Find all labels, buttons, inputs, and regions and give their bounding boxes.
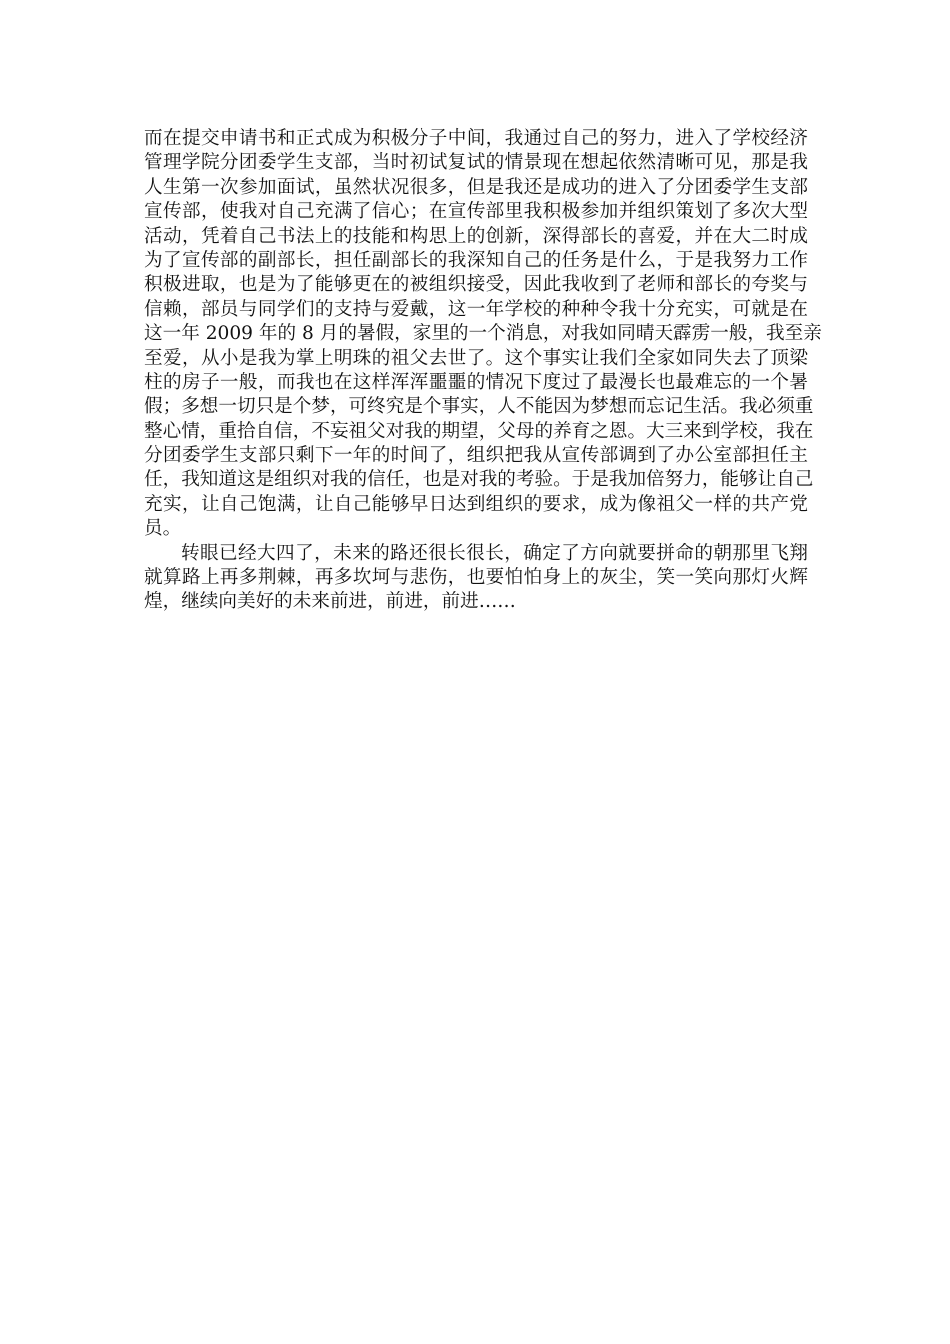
paragraph-line: 至爱，从小是我为掌上明珠的祖父去世了。这个事实让我们全家如同失去了顶梁 [144,347,808,369]
paragraph-line: 为了宣传部的副部长，担任副部长的我深知自己的任务是什么，于是我努力工作 [144,249,808,271]
paragraph-line: 煌，继续向美好的未来前进，前进，前进…… [144,591,516,613]
paragraph-line: 就算路上再多荆棘，再多坎坷与悲伤，也要怕怕身上的灰尘，笑一笑向那灯火辉 [144,567,808,589]
paragraph-line: 而在提交申请书和正式成为积极分子中间，我通过自己的努力，进入了学校经济 [144,128,808,149]
paragraph-line: 管理学院分团委学生支部，当时初试复试的情景现在想起依然清晰可见，那是我 [144,152,808,174]
paragraph-2 [144,542,808,615]
paragraph-line: 这一年 2009 年的 8 月的暑假，家里的一个消息，对我如同晴天霹雳一般，我至亲 [144,323,822,345]
paragraph-line: 柱的房子一般，而我也在这样浑浑噩噩的情况下度过了最漫长也最难忘的一个暑 [144,371,808,393]
paragraph-line: 人生第一次参加面试，虽然状况很多，但是我还是成功的进入了分团委学生支部 [144,176,808,198]
paragraph-line: 宣传部，使我对自己充满了信心；在宣传部里我积极参加并组织策划了多次大型 [144,201,808,223]
document-body [144,127,822,615]
paragraph-1 [144,127,822,542]
paragraph-line: 假；多想一切只是个梦，可终究是个事实，人不能因为梦想而忘记生活。我必须重 [144,396,814,418]
paragraph-line: 充实，让自己饱满，让自己能够早日达到组织的要求，成为像祖父一样的共产党 [144,493,808,515]
paragraph-line: 员。 [144,518,182,540]
paragraph-line: 积极进取，也是为了能够更在的被组织接受，因此我收到了老师和部长的夸奖与 [144,274,808,296]
paragraph-line: 分团委学生支部只剩下一年的时间了，组织把我从宣传部调到了办公室部担任主 [144,445,808,467]
paragraph-line: 活动，凭着自己书法上的技能和构思上的创新，深得部长的喜爱，并在大二时成 [144,225,808,247]
paragraph-line: 转眼已经大四了，未来的路还很长很长，确定了方向就要拼命的朝那里飞翔 [181,542,808,564]
paragraph-line: 整心情，重拾自信，不妄祖父对我的期望，父母的养育之恩。大三来到学校，我在 [144,420,814,442]
paragraph-line: 信赖，部员与同学们的支持与爱戴，这一年学校的种种令我十分充实，可就是在 [144,298,808,320]
paragraph-line: 任，我知道这是组织对我的信任，也是对我的考验。于是我加倍努力，能够让自己 [144,469,814,491]
